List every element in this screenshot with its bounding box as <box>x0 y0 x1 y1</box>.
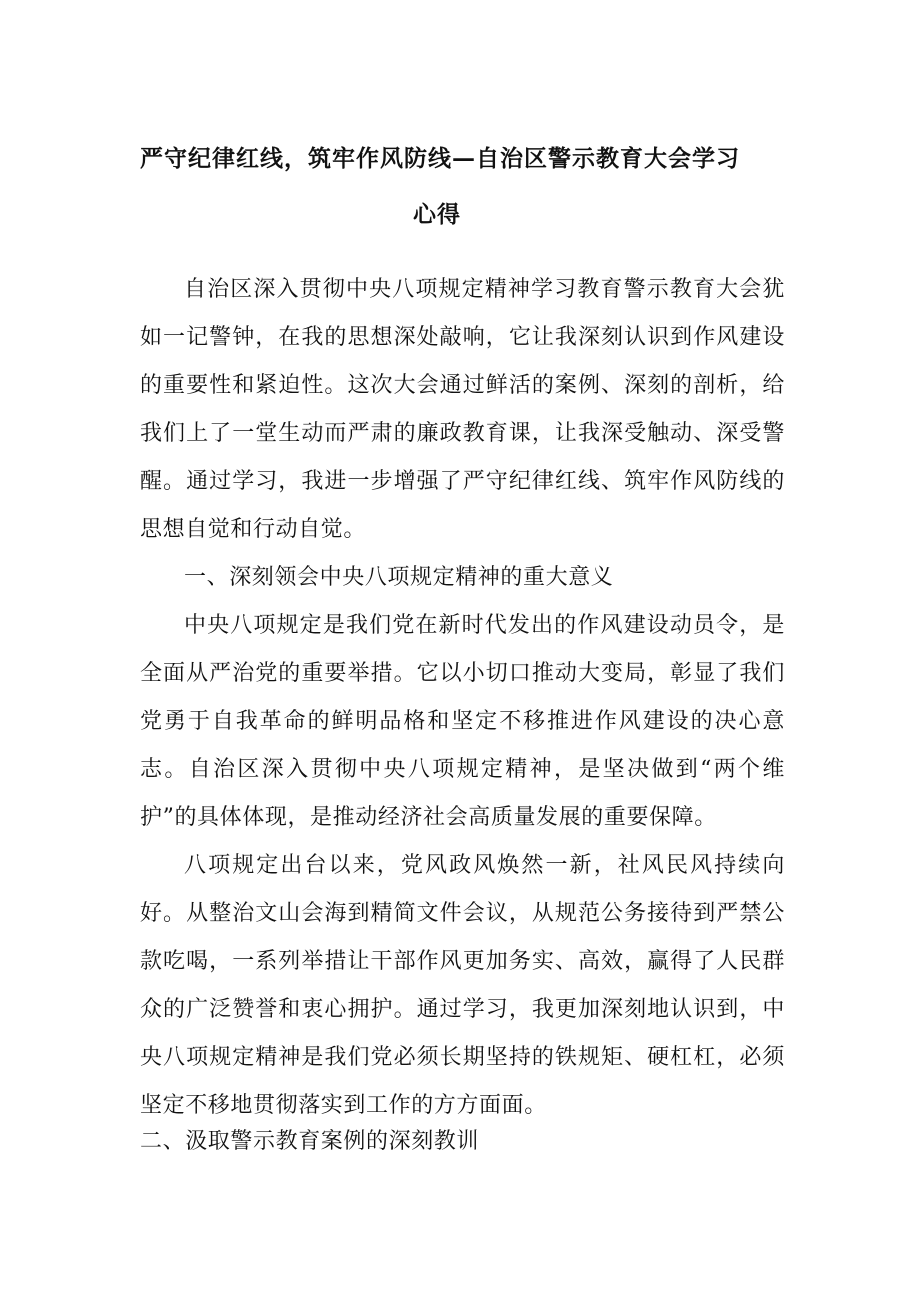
document-body <box>140 266 785 1130</box>
document-title: 严守纪律红线，筑牢作风防线—自治区警示教育大会学习 <box>140 145 740 172</box>
intro-paragraph: 自治区深入贯彻中央八项规定精神学习教育警示教育大会犹如一记警钟，在我的思想深处敲响，它让我深刻认识到作风建设的重要性和紧迫性。这次大会通过鲜活的案例、深刻的剖析，给我们上了一堂生动而严肃的廉政教育课，让我深受触动、深受警醒。通过学习，我进一步增强了严守纪律红线、筑牢作风防线的思想自觉和行动自觉。 <box>140 277 785 542</box>
section-heading-2: 二、汲取警示教育案例的深刻教训 <box>140 1129 480 1154</box>
body-paragraph: 八项规定出台以来，党风政风焕然一新，社风民风持续向好。从整治文山会海到精简文件会议，从规范公务接待到严禁公款吃喝，一系列举措让干部作风更加务实、高效，赢得了人民群众的广泛赞誉和衷心拥护。通过学习，我更加深刻地认识到，中央八项规定精神是我们党必须长期坚持的铁规矩、硬杠杠，必须坚定不移地贯彻落实到工作的方方面面。 <box>140 853 785 1118</box>
document-title-continued: 心得 <box>413 201 461 228</box>
section-heading-1: 一、深刻领会中央八项规定精神的重大意义 <box>184 565 614 590</box>
body-paragraph: 中央八项规定是我们党在新时代发出的作风建设动员令，是全面从严治党的重要举措。它以小切口推动大变局，彰显了我们党勇于自我革命的鲜明品格和坚定不移推进作风建设的决心意志。自治区深入贯彻中央八项规定精神，是坚决做到“两个维护”的具体体现，是推动经济社会高质量发展的重要保障。 <box>140 613 785 830</box>
